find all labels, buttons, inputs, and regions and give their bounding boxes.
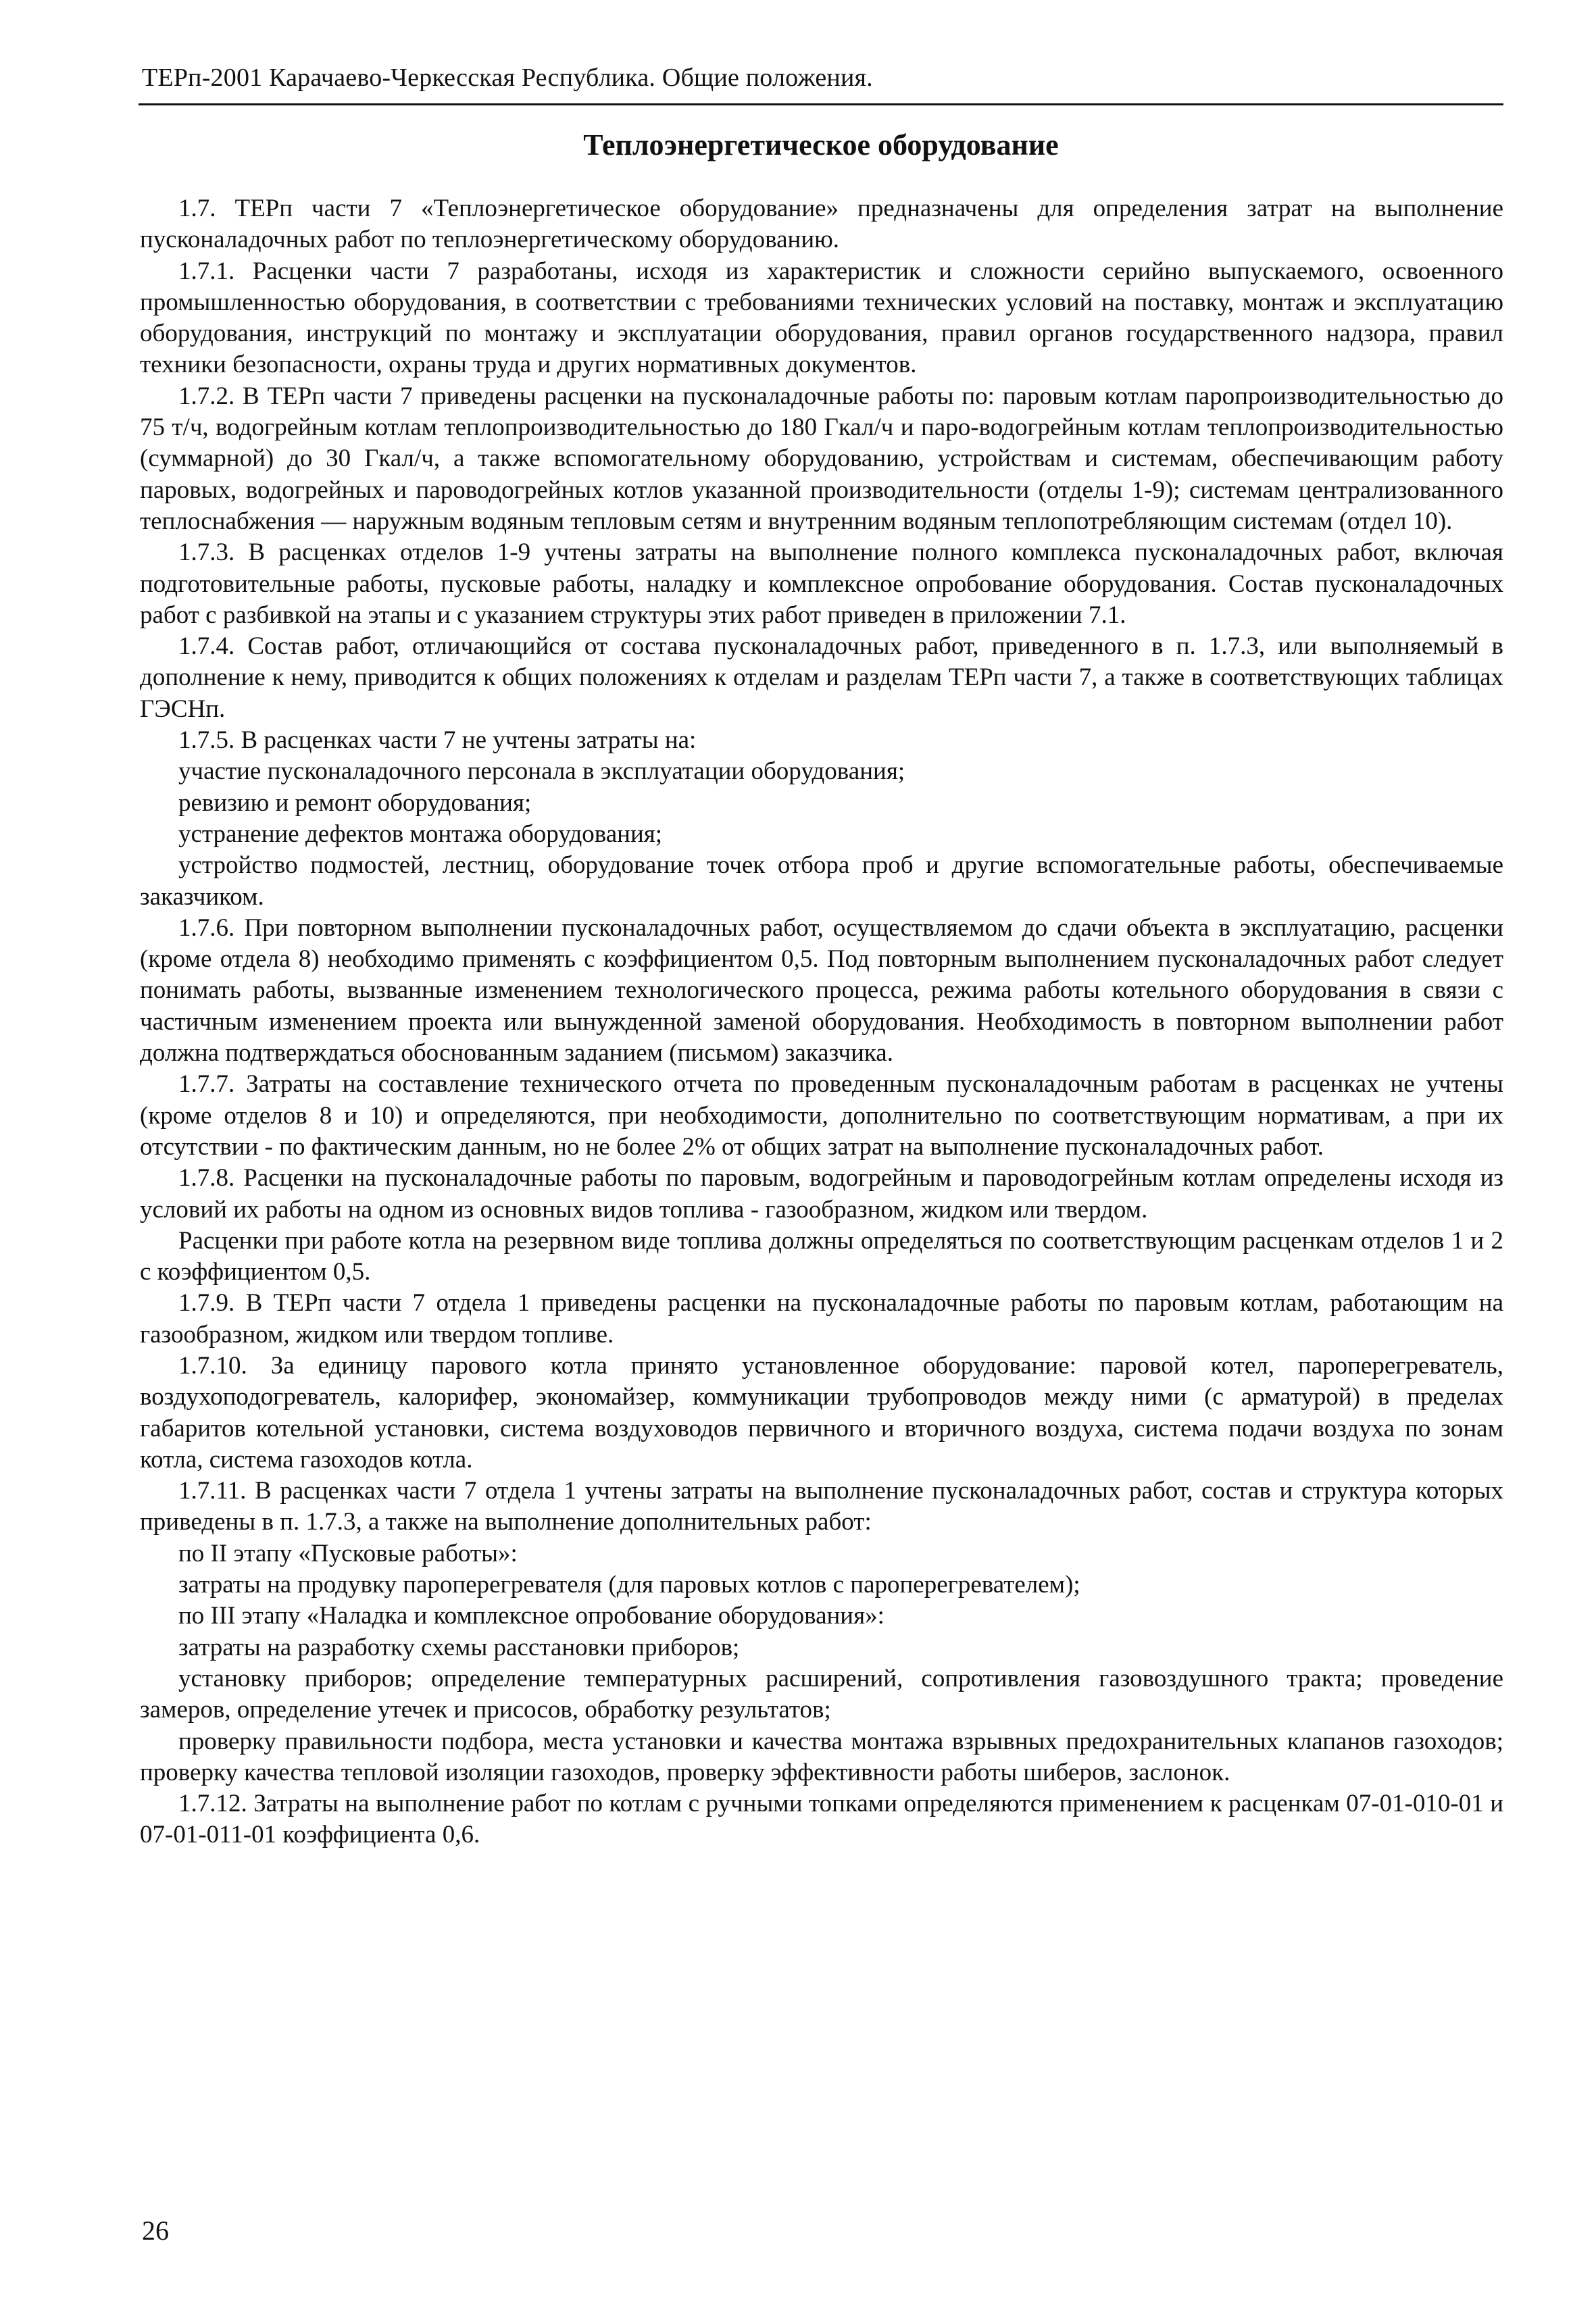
running-header: ТЕРп-2001 Карачаево-Черкесская Республика. Общие положения. bbox=[142, 64, 873, 92]
paragraph-1-7-9: 1.7.9. В ТЕРп части 7 отдела 1 приведены расценки на пусконаладочные работы по паровым котлам, работающим на газообразном, жидком или твердом топливе. bbox=[140, 1289, 1503, 1349]
list-item: установку приборов; определение температурных расширений, сопротивления газовоздушного тракта; проведение замеров, определение утечек и присосов, обработку результатов; bbox=[140, 1664, 1503, 1724]
paragraph-1-7-11: 1.7.11. В расценках части 7 отдела 1 учтены затраты на выполнение пусконаладочных работ, состав и структура которых приведены в п. 1.7.3, а также на выполнение дополнительных работ: bbox=[140, 1477, 1503, 1536]
body-text bbox=[140, 193, 1503, 1851]
list-item: по II этапу «Пусковые работы»: bbox=[178, 1539, 518, 1567]
list-item: участие пусконаладочного персонала в эксплуатации оборудования; bbox=[178, 757, 905, 786]
paragraph-1-7-2: 1.7.2. В ТЕРп части 7 приведены расценки на пусконаладочные работы по: паровым котлам паропроизводительностью до 75 т/ч, водогрейным котлам теплопроизводительностью до 180 Гкал/ч и паро-водогрейным котлам теплопроизводительностью (суммарной) до 30 Гкал/ч, а также вспомогательному оборудованию, устройствам и системам, обеспечивающим работу паровых, водогрейных и пароводогрейных котлов указанной производительности (отделы 1-9); системам централизованного теплоснабжения — наружным водяным тепловым сетям и внутренним водяным теплопотребляющим системам (отдел 10). bbox=[140, 382, 1503, 535]
paragraph-1-7-7: 1.7.7. Затраты на составление технического отчета по проведенным пусконаладочным работам в расценках не учтены (кроме отделов 8 и 10) и определяются, при необходимости, дополнительно по соответствующим нормативам, а при их отсутствии - по фактическим данным, но не более 2% от общих затрат на выполнение пусконаладочных работ. bbox=[140, 1070, 1503, 1161]
section-title: Теплоэнергетическое оборудование bbox=[583, 128, 1059, 161]
paragraph-1-7-4: 1.7.4. Состав работ, отличающийся от состава пусконаладочных работ, приведенного в п. 1.7.3, или выполняемый в дополнение к нему, приводится к общих положениях к отделам и разделам ТЕРп части 7, а также в соответствующих таблицах ГЭСНп. bbox=[140, 632, 1503, 723]
list-item: устранение дефектов монтажа оборудования; bbox=[178, 820, 663, 848]
list-item: по III этапу «Наладка и комплексное опробование оборудования»: bbox=[178, 1602, 884, 1630]
list-item: устройство подмостей, лестниц, оборудование точек отбора проб и другие вспомогательные работы, обеспечиваемые заказчиком. bbox=[140, 851, 1503, 911]
paragraph-1-7-8: 1.7.8. Расценки на пусконаладочные работы по паровым, водогрейным и пароводогрейным котлам определены исходя из условий их работы на одном из основных видов топлива - газообразном, жидком или твердом. bbox=[140, 1164, 1503, 1224]
list-item: проверку правильности подбора, места установки и качества монтажа взрывных предохранительных клапанов газоходов; проверку качества тепловой изоляции газоходов, проверку эффективности работы шиберов, заслонок. bbox=[140, 1727, 1503, 1786]
paragraph-1-7-1: 1.7.1. Расценки части 7 разработаны, исходя из характеристик и сложности серийно выпускаемого, освоенного промышленностью оборудования, в соответствии с требованиями технических условий на поставку, монтаж и эксплуатацию оборудования, инструкций по монтажу и эксплуатации оборудования, правил органов государственного надзора, правил техники безопасности, охраны труда и других нормативных документов. bbox=[140, 257, 1503, 379]
paragraph-1-7-3: 1.7.3. В расценках отделов 1-9 учтены затраты на выполнение полного комплекса пусконаладочных работ, включая подготовительные работы, пусковые работы, наладку и комплексное опробование оборудования. Состав пусконаладочных работ с разбивкой на этапы и с указанием структуры этих работ приведен в приложении 7.1. bbox=[140, 538, 1503, 629]
list-item: затраты на продувку пароперегревателя (для паровых котлов с пароперегревателем); bbox=[178, 1571, 1080, 1599]
paragraph-1-7-5: 1.7.5. В расценках части 7 не учтены затраты на: bbox=[178, 726, 697, 755]
paragraph-1-7: 1.7. ТЕРп части 7 «Теплоэнергетическое оборудование» предназначены для определения затрат на выполнение пусконаладочных работ по теплоэнергетическому оборудованию. bbox=[140, 195, 1503, 254]
paragraph-1-7-6: 1.7.6. При повторном выполнении пусконаладочных работ, осуществляемом до сдачи объекта в эксплуатацию, расценки (кроме отдела 8) необходимо применять с коэффициентом 0,5. Под повторным выполнением пусконаладочных работ следует понимать работы, вызванные изменением технологического процесса, режима работы котельного оборудования в связи с частичным изменением проекта или вынужденной заменой оборудования. Необходимость в повторном выполнении работ должна подтверждаться обоснованным заданием (письмом) заказчика. bbox=[140, 913, 1503, 1067]
header-rule bbox=[139, 103, 1503, 105]
paragraph-1-7-10: 1.7.10. За единицу парового котла принято установленное оборудование: паровой котел, пароперегреватель, воздухоподогреватель, калорифер, экономайзер, коммуникации трубопроводов между ними (с арматурой) в пределах габаритов котельной установки, система воздуховодов первичного и вторичного воздуха, система подачи воздуха по зонам котла, система газоходов котла. bbox=[140, 1351, 1503, 1474]
paragraph-1-7-12: 1.7.12. Затраты на выполнение работ по котлам с ручными топками определяются применением к расценкам 07-01-010-01 и 07-01-011-01 коэффициента 0,6. bbox=[140, 1790, 1503, 1849]
list-item: затраты на разработку схемы расстановки приборов; bbox=[178, 1633, 740, 1661]
paragraph-reserve-fuel: Расценки при работе котла на резервном виде топлива должны определяться по соответствующим расценкам отделов 1 и 2 с коэффициентом 0,5. bbox=[140, 1226, 1503, 1286]
list-item: ревизию и ремонт оборудования; bbox=[178, 788, 532, 817]
page-number: 26 bbox=[142, 2215, 169, 2246]
